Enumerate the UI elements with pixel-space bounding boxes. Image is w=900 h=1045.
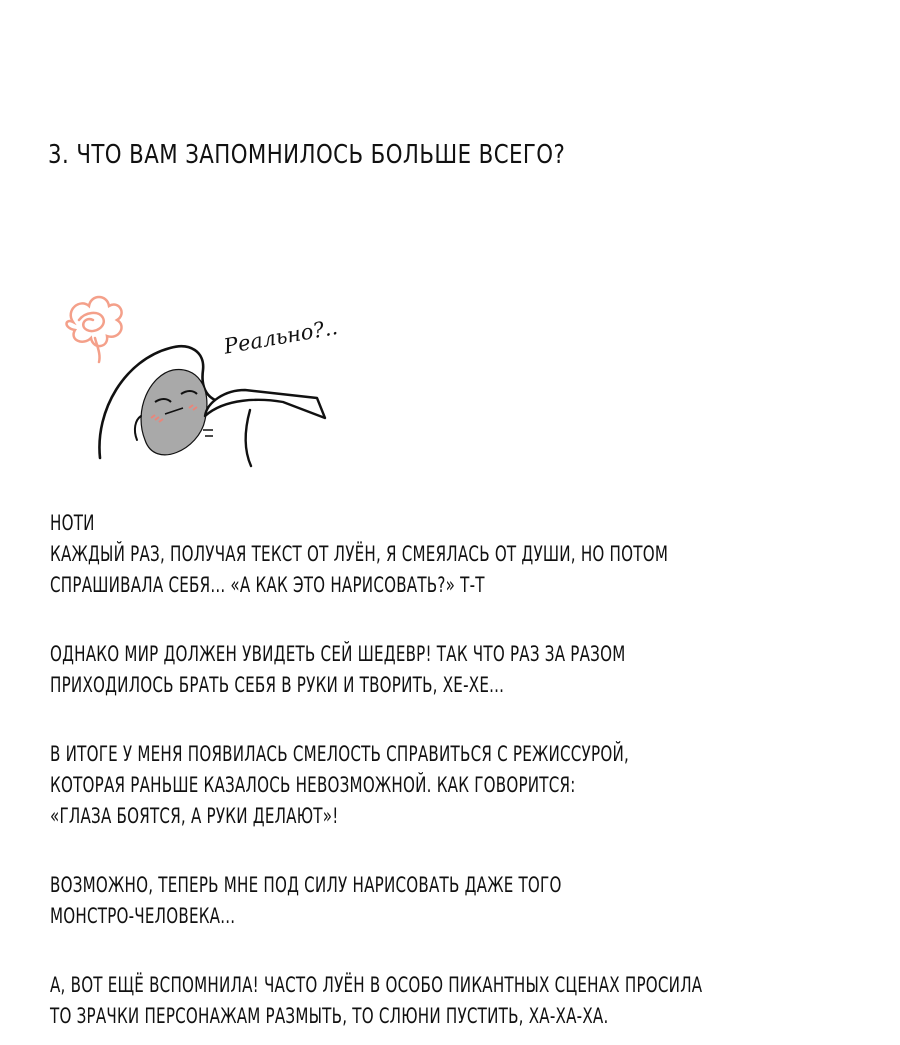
paragraph-line: СПРАШИВАЛА СЕБЯ... «А КАК ЭТО НАРИСОВАТЬ?» Т-Т (50, 573, 485, 597)
paragraph-line: «ГЛАЗА БОЯТСЯ, А РУКИ ДЕЛАЮТ»! (50, 804, 339, 828)
paragraph-line: ТО ЗРАЧКИ ПЕРСОНАЖАМ РАЗМЫТЬ, ТО СЛЮНИ ПУСТИТЬ, ХА-ХА-ХА. (50, 1004, 609, 1028)
paragraph-line: А, ВОТ ЕЩЁ ВСПОМНИЛА! ЧАСТО ЛУЁН В ОСОБО ПИКАНТНЫХ СЦЕНАХ ПРОСИЛА (50, 973, 703, 997)
speech-text: Реально?.. (222, 315, 340, 359)
character-head (141, 369, 207, 454)
question-heading: 3. ЧТО ВАМ ЗАПОМНИЛОСЬ БОЛЬШЕ ВСЕГО? (48, 140, 566, 170)
paragraph-line: КОТОРАЯ РАНЬШЕ КАЗАЛОСЬ НЕВОЗМОЖНОЙ. КАК ГОВОРИТСЯ: (50, 773, 576, 797)
paragraph-line: ВОЗМОЖНО, ТЕПЕРЬ МНЕ ПОД СИЛУ НАРИСОВАТЬ ДАЖЕ ТОГО (50, 873, 562, 897)
scribble-cloud-icon (67, 297, 122, 362)
author-name: НОТИ (50, 511, 95, 535)
paragraph-line: ПРИХОДИЛОСЬ БРАТЬ СЕБЯ В РУКИ И ТВОРИТЬ, ХЕ-ХЕ... (50, 673, 505, 697)
paragraph-line: В ИТОГЕ У МЕНЯ ПОЯВИЛАСЬ СМЕЛОСТЬ СПРАВИТЬСЯ С РЕЖИССУРОЙ, (50, 742, 629, 766)
interview-answer (50, 508, 770, 1032)
character-arm (205, 390, 325, 418)
paragraph-line: МОНСТРО-ЧЕЛОВЕКА... (50, 904, 236, 928)
paragraph-line: ОДНАКО МИР ДОЛЖЕН УВИДЕТЬ СЕЙ ШЕДЕВР! ТАК ЧТО РАЗ ЗА РАЗОМ (50, 642, 626, 666)
paragraph-line: КАЖДЫЙ РАЗ, ПОЛУЧАЯ ТЕКСТ ОТ ЛУЁН, Я СМЕЯЛАСЬ ОТ ДУШИ, НО ПОТОМ (50, 542, 669, 566)
